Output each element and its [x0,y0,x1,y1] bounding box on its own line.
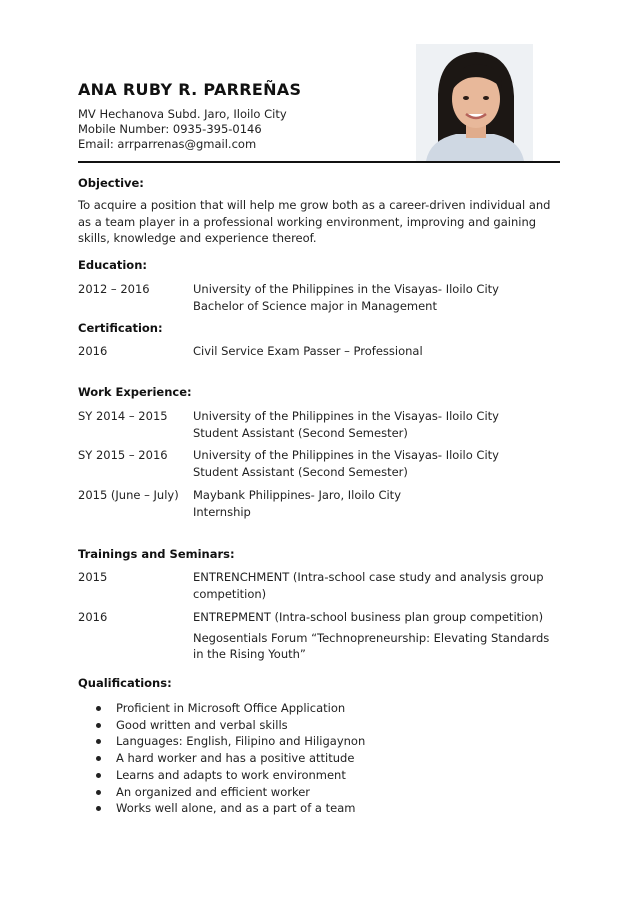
bullet-icon [96,706,101,711]
email-line: Email: arrparrenas@gmail.com [78,137,257,151]
objective-text: To acquire a position that will help me grow both as a career-driven individual and as a team player in a professional working environment, improving and gaining skills, knowledge and experience thereof. [78,198,551,245]
trainings-heading: Trainings and Seminars: [78,547,235,561]
list-item: Languages: English, Filipino and Hiligaynon [78,733,560,750]
training-detail: ENTRENCHMENT (Intra-school case study and analysis group competition) [193,570,544,601]
list-item: Proficient in Microsoft Office Application [78,700,560,717]
profile-photo [416,44,533,161]
mobile-line: Mobile Number: 0935-395-0146 [78,122,262,136]
education-school: University of the Philippines in the Visayas- Iloilo City [193,282,499,296]
education-heading: Education: [78,258,147,272]
work-employer: University of the Philippines in the Visayas- Iloilo City [193,448,499,462]
portrait-image [416,44,533,161]
header-divider [78,161,560,163]
training-detail: ENTREPMENT (Intra-school business plan group competition) [193,610,544,624]
list-item: A hard worker and has a positive attitude [78,750,560,767]
list-item: An organized and efficient worker [78,784,560,801]
certification-detail: Civil Service Exam Passer – Professional [193,344,423,358]
bullet-icon [96,756,101,761]
education-period: 2012 – 2016 [78,282,150,296]
training-detail: Negosentials Forum “Technopreneurship: Elevating Standards in the Rising Youth” [193,630,550,661]
bullet-icon [96,790,101,795]
work-period: SY 2015 – 2016 [78,448,168,462]
work-employer: University of the Philippines in the Visayas- Iloilo City [193,409,499,423]
education-degree: Bachelor of Science major in Management [193,298,437,313]
list-item: Good written and verbal skills [78,717,560,734]
work-period: 2015 (June – July) [78,488,179,502]
list-item: Works well alone, and as a part of a team [78,800,560,817]
work-role: Internship [193,504,251,519]
work-role: Student Assistant (Second Semester) [193,464,408,479]
certification-period: 2016 [78,344,108,358]
work-role: Student Assistant (Second Semester) [193,425,408,440]
bullet-icon [96,773,101,778]
certification-heading: Certification: [78,321,163,335]
candidate-name: ANA RUBY R. PARREÑAS [78,80,302,99]
qualifications-heading: Qualifications: [78,676,172,690]
work-heading: Work Experience: [78,385,192,399]
bullet-icon [96,806,101,811]
contact-info [78,107,287,152]
bullet-icon [96,739,101,744]
qualifications-list [78,700,560,817]
address-line: MV Hechanova Subd. Jaro, Iloilo City [78,107,287,121]
work-period: SY 2014 – 2015 [78,409,168,423]
list-item: Learns and adapts to work environment [78,767,560,784]
training-period: 2015 [78,570,108,584]
training-period: 2016 [78,610,108,624]
bullet-icon [96,723,101,728]
objective-heading: Objective: [78,176,144,190]
work-employer: Maybank Philippines- Jaro, Iloilo City [193,488,401,502]
